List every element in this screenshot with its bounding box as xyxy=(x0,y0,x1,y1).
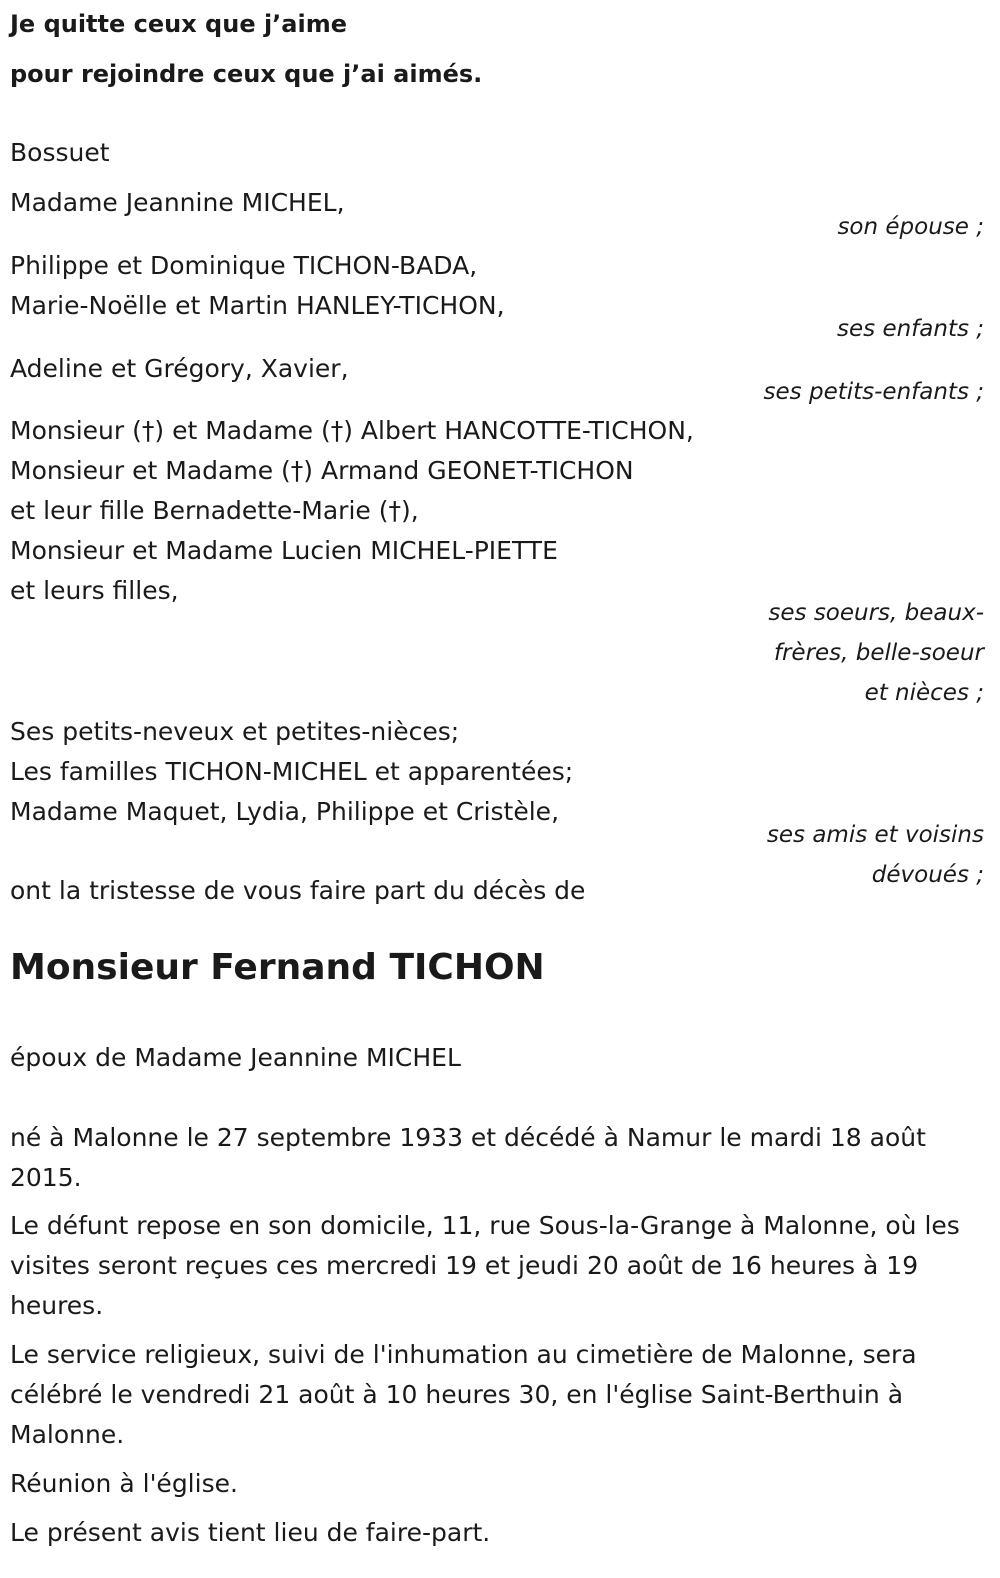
family-4-role-1: dévoués ; xyxy=(871,862,984,888)
reunion-paragraph: Réunion à l'église. xyxy=(10,1469,238,1498)
family-4-line-2: Madame Maquet, Lydia, Philippe et Cristèle, xyxy=(10,797,560,826)
epigraph-line-1: Je quitte ceux que j’aime xyxy=(10,10,348,38)
family-3-line-0: Monsieur (†) et Madame (†) Albert HANCOTTE-TICHON, xyxy=(10,416,694,445)
family-2-role-0: ses petits-enfants ; xyxy=(763,379,984,405)
family-3-line-2: et leur fille Bernadette-Marie (†), xyxy=(10,496,419,525)
family-4-line-0: Ses petits-neveux et petites-nièces; xyxy=(10,717,460,746)
spouse-line: époux de Madame Jeannine MICHEL xyxy=(10,1043,461,1072)
notice-paragraph: Le présent avis tient lieu de faire-part. xyxy=(10,1518,491,1547)
deceased-name: Monsieur Fernand TICHON xyxy=(10,947,545,988)
birth-death-paragraph: né à Malonne le 27 septembre 1933 et décédé à Namur le mardi 18 août 2015. xyxy=(10,1123,926,1192)
family-4-role-0: ses amis et voisins xyxy=(766,822,984,848)
family-3-role-1: frères, belle-soeur xyxy=(773,640,984,666)
service-paragraph: Le service religieux, suivi de l'inhumation au cimetière de Malonne, sera célébré le vendredi 21 août à 10 heures 30, en l'église Saint-Berthuin à Malonne. xyxy=(10,1340,917,1449)
family-1-role-0: ses enfants ; xyxy=(837,316,984,342)
epigraph-line-2: pour rejoindre ceux que j’ai aimés. xyxy=(10,60,483,88)
viewing-paragraph: Le défunt repose en son domicile, 11, rue Sous-la-Grange à Malonne, où les visites seront reçues ces mercredi 19 et jeudi 20 août de 16 heures à 19 heures. xyxy=(10,1211,960,1320)
family-2-line-0: Adeline et Grégory, Xavier, xyxy=(10,354,349,383)
family-1-line-1: Marie-Noëlle et Martin HANLEY-TICHON, xyxy=(10,291,505,320)
family-4-line-1: Les familles TICHON-MICHEL et apparentées; xyxy=(10,757,574,786)
epigraph-author: Bossuet xyxy=(10,138,110,167)
family-3-line-3: Monsieur et Madame Lucien MICHEL-PIETTE xyxy=(10,536,558,565)
family-0-role-0: son épouse ; xyxy=(837,214,984,240)
family-1-line-0: Philippe et Dominique TICHON-BADA, xyxy=(10,251,478,280)
family-0-line-0: Madame Jeannine MICHEL, xyxy=(10,188,345,217)
family-3-role-2: et nièces ; xyxy=(864,680,984,706)
family-3-role-0: ses soeurs, beaux- xyxy=(768,600,984,626)
family-3-line-4: et leurs filles, xyxy=(10,576,179,605)
announcement: ont la tristesse de vous faire part du décès de xyxy=(10,876,586,905)
family-3-line-1: Monsieur et Madame (†) Armand GEONET-TICHON xyxy=(10,456,634,485)
